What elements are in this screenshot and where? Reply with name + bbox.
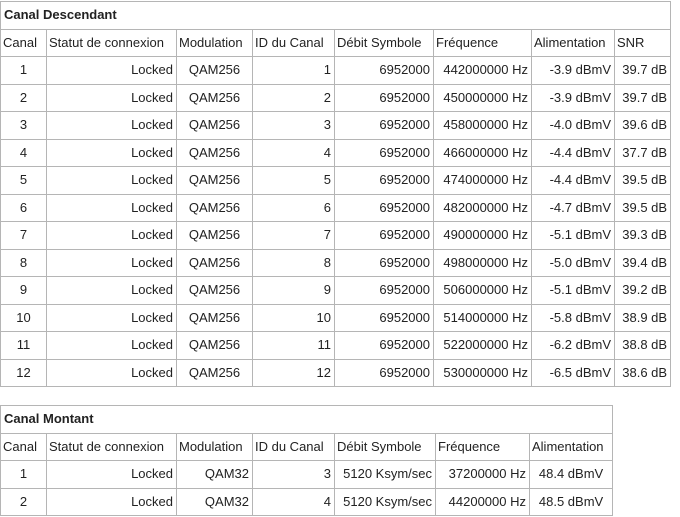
table-cell: 3 bbox=[253, 461, 335, 489]
table-cell: 4 bbox=[1, 139, 47, 167]
table-row bbox=[1, 167, 671, 195]
table-cell: 514000000 Hz bbox=[434, 304, 532, 332]
table-cell: Locked bbox=[47, 332, 177, 360]
table-cell: 5120 Ksym/sec bbox=[335, 488, 436, 516]
table-cell: 498000000 Hz bbox=[434, 249, 532, 277]
table-cell: 6952000 bbox=[335, 84, 434, 112]
table-cell: 5 bbox=[253, 167, 335, 195]
table-cell: 490000000 Hz bbox=[434, 222, 532, 250]
table-cell: 12 bbox=[253, 359, 335, 387]
table-row bbox=[1, 57, 671, 85]
table-cell: 6952000 bbox=[335, 112, 434, 140]
table-cell: -5.1 dBmV bbox=[532, 222, 615, 250]
column-header: SNR bbox=[615, 29, 671, 57]
table-cell: 48.4 dBmV bbox=[530, 461, 613, 489]
table-cell: 6952000 bbox=[335, 304, 434, 332]
table-cell: 6952000 bbox=[335, 57, 434, 85]
table-row bbox=[1, 249, 671, 277]
table-row bbox=[1, 194, 671, 222]
table-cell: 9 bbox=[1, 277, 47, 305]
table-row bbox=[1, 84, 671, 112]
table-row bbox=[1, 139, 671, 167]
table-cell: 5 bbox=[1, 167, 47, 195]
table-cell: -4.0 dBmV bbox=[532, 112, 615, 140]
table-cell: QAM256 bbox=[177, 139, 253, 167]
table-cell: 442000000 Hz bbox=[434, 57, 532, 85]
table-cell: -4.7 dBmV bbox=[532, 194, 615, 222]
table-cell: -4.4 dBmV bbox=[532, 167, 615, 195]
table-row bbox=[1, 461, 613, 489]
table-cell: QAM256 bbox=[177, 112, 253, 140]
table-cell: QAM256 bbox=[177, 249, 253, 277]
table-cell: QAM256 bbox=[177, 57, 253, 85]
table-row bbox=[1, 304, 671, 332]
table-cell: QAM32 bbox=[177, 488, 253, 516]
table-cell: 37.7 dB bbox=[615, 139, 671, 167]
table-cell: 11 bbox=[253, 332, 335, 360]
table-cell: 1 bbox=[1, 57, 47, 85]
table-cell: 482000000 Hz bbox=[434, 194, 532, 222]
column-header: Alimentation bbox=[530, 433, 613, 461]
table-cell: 38.9 dB bbox=[615, 304, 671, 332]
upstream-title-row bbox=[1, 406, 613, 434]
table-cell: 530000000 Hz bbox=[434, 359, 532, 387]
column-header: Débit Symbole bbox=[335, 29, 434, 57]
table-cell: 5120 Ksym/sec bbox=[335, 461, 436, 489]
table-cell: 4 bbox=[253, 139, 335, 167]
table-cell: 4 bbox=[253, 488, 335, 516]
table-cell: 6952000 bbox=[335, 139, 434, 167]
table-cell: 39.5 dB bbox=[615, 194, 671, 222]
column-header: Modulation bbox=[177, 29, 253, 57]
table-cell: 474000000 Hz bbox=[434, 167, 532, 195]
table-cell: 1 bbox=[1, 461, 47, 489]
upstream-table bbox=[0, 405, 613, 516]
table-row bbox=[1, 277, 671, 305]
table-cell: -6.2 dBmV bbox=[532, 332, 615, 360]
table-cell: -5.1 dBmV bbox=[532, 277, 615, 305]
table-cell: 39.2 dB bbox=[615, 277, 671, 305]
table-cell: 38.8 dB bbox=[615, 332, 671, 360]
table-row bbox=[1, 222, 671, 250]
table-cell: Locked bbox=[47, 194, 177, 222]
table-cell: -6.5 dBmV bbox=[532, 359, 615, 387]
table-cell: 39.3 dB bbox=[615, 222, 671, 250]
table-cell: QAM256 bbox=[177, 194, 253, 222]
upstream-header-row bbox=[1, 433, 613, 461]
table-cell: Locked bbox=[47, 249, 177, 277]
table-cell: 10 bbox=[253, 304, 335, 332]
table-cell: Locked bbox=[47, 84, 177, 112]
table-cell: Locked bbox=[47, 304, 177, 332]
table-cell: QAM256 bbox=[177, 84, 253, 112]
table-cell: QAM256 bbox=[177, 332, 253, 360]
column-header: Fréquence bbox=[434, 29, 532, 57]
table-cell: -3.9 dBmV bbox=[532, 57, 615, 85]
table-cell: 37200000 Hz bbox=[436, 461, 530, 489]
table-cell: Locked bbox=[47, 277, 177, 305]
column-header: Statut de connexion bbox=[47, 29, 177, 57]
table-cell: -3.9 dBmV bbox=[532, 84, 615, 112]
table-cell: 1 bbox=[253, 57, 335, 85]
table-row bbox=[1, 359, 671, 387]
table-cell: 506000000 Hz bbox=[434, 277, 532, 305]
table-cell: 39.4 dB bbox=[615, 249, 671, 277]
table-cell: 2 bbox=[1, 84, 47, 112]
table-cell: 39.7 dB bbox=[615, 84, 671, 112]
table-cell: 39.7 dB bbox=[615, 57, 671, 85]
downstream-title-row bbox=[1, 2, 671, 30]
table-cell: 466000000 Hz bbox=[434, 139, 532, 167]
column-header: Fréquence bbox=[436, 433, 530, 461]
table-cell: 9 bbox=[253, 277, 335, 305]
table-cell: 39.5 dB bbox=[615, 167, 671, 195]
table-cell: Locked bbox=[47, 112, 177, 140]
table-cell: QAM256 bbox=[177, 222, 253, 250]
table-cell: 3 bbox=[253, 112, 335, 140]
column-header: Statut de connexion bbox=[47, 433, 177, 461]
table-cell: 8 bbox=[1, 249, 47, 277]
table-cell: 11 bbox=[1, 332, 47, 360]
column-header: Canal bbox=[1, 29, 47, 57]
column-header: ID du Canal bbox=[253, 433, 335, 461]
downstream-title: Canal Descendant bbox=[1, 2, 671, 30]
column-header: Modulation bbox=[177, 433, 253, 461]
table-cell: Locked bbox=[47, 57, 177, 85]
table-cell: 6952000 bbox=[335, 277, 434, 305]
column-header: Débit Symbole bbox=[335, 433, 436, 461]
table-cell: 2 bbox=[253, 84, 335, 112]
downstream-table-body bbox=[1, 2, 671, 387]
table-cell: 522000000 Hz bbox=[434, 332, 532, 360]
table-cell: QAM256 bbox=[177, 359, 253, 387]
table-cell: 7 bbox=[1, 222, 47, 250]
table-cell: Locked bbox=[47, 359, 177, 387]
table-cell: -4.4 dBmV bbox=[532, 139, 615, 167]
table-cell: 3 bbox=[1, 112, 47, 140]
table-cell: 458000000 Hz bbox=[434, 112, 532, 140]
table-row bbox=[1, 332, 671, 360]
table-cell: 450000000 Hz bbox=[434, 84, 532, 112]
table-cell: 6 bbox=[253, 194, 335, 222]
upstream-table-body bbox=[1, 406, 613, 516]
table-cell: -5.0 dBmV bbox=[532, 249, 615, 277]
table-cell: 6952000 bbox=[335, 359, 434, 387]
table-cell: QAM256 bbox=[177, 167, 253, 195]
table-cell: 8 bbox=[253, 249, 335, 277]
table-cell: Locked bbox=[47, 167, 177, 195]
table-cell: 6952000 bbox=[335, 222, 434, 250]
downstream-table bbox=[0, 1, 671, 387]
table-cell: Locked bbox=[47, 222, 177, 250]
table-cell: 2 bbox=[1, 488, 47, 516]
table-cell: 38.6 dB bbox=[615, 359, 671, 387]
table-cell: 44200000 Hz bbox=[436, 488, 530, 516]
table-cell: -5.8 dBmV bbox=[532, 304, 615, 332]
table-cell: 6952000 bbox=[335, 332, 434, 360]
table-cell: 12 bbox=[1, 359, 47, 387]
table-cell: 6 bbox=[1, 194, 47, 222]
table-cell: 10 bbox=[1, 304, 47, 332]
table-row bbox=[1, 112, 671, 140]
column-header: Alimentation bbox=[532, 29, 615, 57]
table-cell: 6952000 bbox=[335, 249, 434, 277]
table-cell: 7 bbox=[253, 222, 335, 250]
downstream-header-row bbox=[1, 29, 671, 57]
table-cell: 39.6 dB bbox=[615, 112, 671, 140]
table-cell: QAM256 bbox=[177, 304, 253, 332]
table-row bbox=[1, 488, 613, 516]
table-cell: QAM32 bbox=[177, 461, 253, 489]
table-cell: 6952000 bbox=[335, 167, 434, 195]
table-cell: Locked bbox=[47, 461, 177, 489]
table-cell: Locked bbox=[47, 488, 177, 516]
table-cell: Locked bbox=[47, 139, 177, 167]
table-cell: 6952000 bbox=[335, 194, 434, 222]
column-header: ID du Canal bbox=[253, 29, 335, 57]
column-header: Canal bbox=[1, 433, 47, 461]
table-cell: QAM256 bbox=[177, 277, 253, 305]
table-cell: 48.5 dBmV bbox=[530, 488, 613, 516]
upstream-title: Canal Montant bbox=[1, 406, 613, 434]
